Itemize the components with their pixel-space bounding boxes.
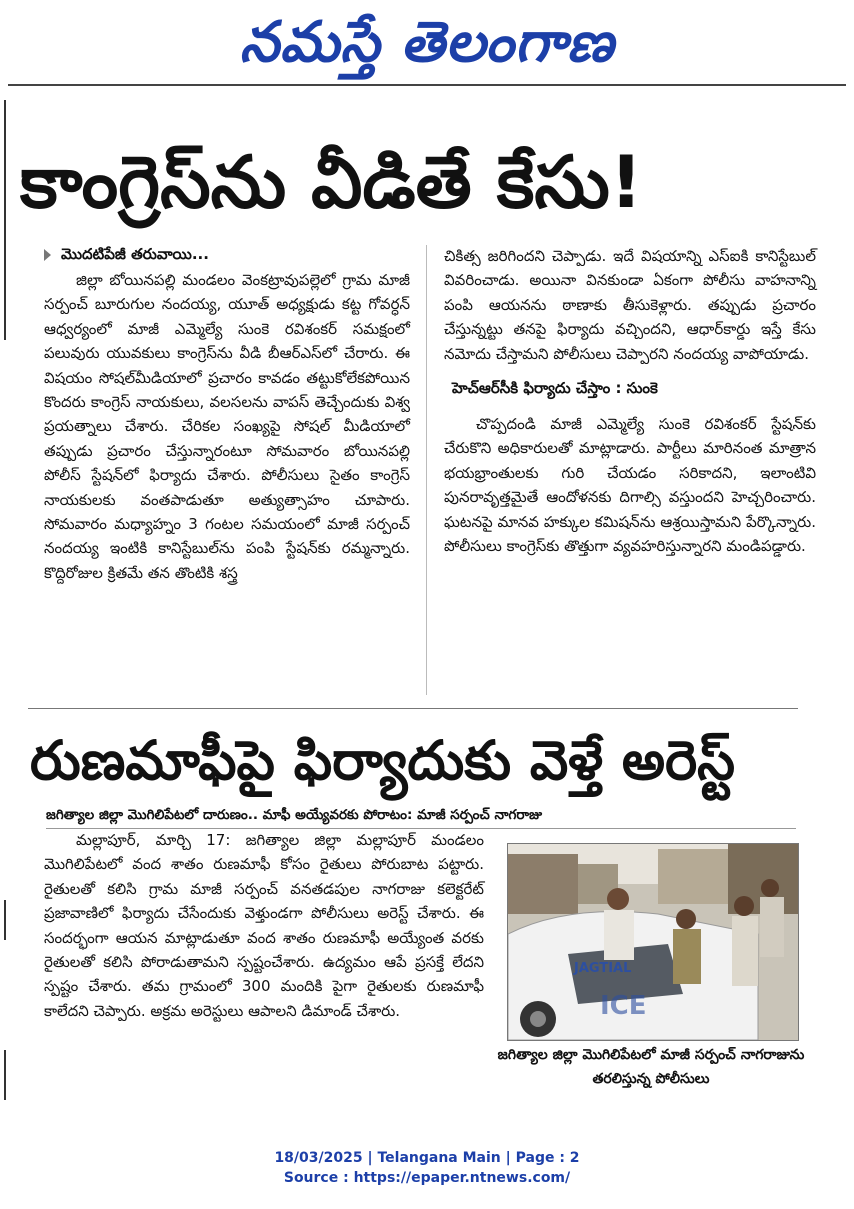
story1-body-col2b: చొప్పదండి మాజీ ఎమ్మెల్యే సుంకె రవిశంకర్ స్టేషన్‌కు చేరుకొని అధికారులతో మాట్లాడారు. పార్టీలు మారినంత మాత్రాన భయభ్రాంతులకు గురి చేయడం సరికాదని, ఇలాంటివి పునరావృత్తమైతే ఆందోళనకు దిగాల్సి వస్తుందని హెచ్చరించారు. ఘటనపై మానవ హక్కుల కమిషన్‌ను ఆశ్రయిస్తామని పేర్కొన్నారు. పోలీసులు కాంగ్రెస్‌కు తొత్తుగా వ్యవహరిస్తున్నారని మండిపడ్డారు. (444, 415, 816, 556)
chevron-right-icon (44, 249, 51, 261)
footer-date-line: 18/03/2025 | Telangana Main | Page : 2 (274, 1150, 580, 1166)
story1-column-2 (444, 244, 816, 558)
column-divider (426, 245, 427, 695)
story1-headline: కాంగ్రెస్‌ను వీడితే కేసు! (20, 140, 643, 224)
story2-headline: రుణమాఫీపై ఫిర్యాదుకు వెళ్తే అరెస్ట్ (30, 729, 736, 792)
footer-source-line: Source : https://epaper.ntnews.com/ (283, 1170, 571, 1186)
photo-illustration (508, 844, 798, 1040)
story2-deck: జగిత్యాల జిల్లా మొగిలిపేటలో దారుణం.. మాఫీ అయ్యేవరకు పోరాటం: మాజీ సర్పంచ్ నాగరాజు (46, 807, 543, 823)
story1-kicker-text: మొదటిపేజీ తరువాయి... (61, 245, 209, 263)
news-photo (507, 843, 799, 1041)
masthead-title: నమస్తే తెలంగాణ (239, 10, 615, 75)
story1-subhead: హెచ్‌ఆర్‌సీకి ఫిర్యాదు చేస్తాం : సుంకె (452, 379, 658, 398)
masthead-rule (8, 84, 846, 86)
section-divider (28, 708, 798, 709)
page-edge-mark (4, 100, 6, 340)
page-edge-mark (4, 1050, 6, 1100)
photo-vehicle-text-2: ICE (600, 991, 647, 1021)
story1-body-col2a: చికిత్స జరిగిందని చెప్పాడు. ఇదే విషయాన్ని ఎస్‌ఐకి కానిస్టేబుల్ వివరించాడు. అయినా వినకుండా ఏకంగా పోలీసు వాహనాన్ని పంపి ఆయనను ఠాణాకు తీసుకెళ్లారు. తప్పుడు ప్రచారం చేస్తున్నట్టు తనపై ఫిర్యాదు వచ్చిందని, ఆధార్‌కార్డు ఇస్తే కేసు నమోదు చేస్తామని పోలీసులు చెప్పారని నందయ్య వాపోయాడు. (444, 247, 816, 363)
story1-column-1 (44, 242, 410, 585)
story2-body: మల్లాపూర్, మార్చి 17: జగిత్యాల జిల్లా మల్లాపూర్ మండలం మొగిలిపేటలో వంద శాతం రుణమాఫీ కోసం రైతులు పోరుబాట పట్టారు. రైతులతో కలిసి గ్రామ మాజీ సర్పంచ్ వనతడపుల నాగరాజు కలెక్టరేట్ ప్రజావాణిలో ఫిర్యాదు చేసేందుకు వెళ్తుండగా పోలీసులు అరెస్ట్ చేశారు. ఈ సందర్భంగా ఆయన మాట్లాడుతూ వంద శాతం రుణమాఫీ అయ్యేంత వరకు రైతులతో కలిసి పోరాడుతామని స్పష్టంచేశారు. ఉద్యమం ఆపే ప్రసక్తే లేదని స్పష్టం చేశారు. తమ గ్రామంలో 300 మందికి పైగా రైతులకు రుణమాఫీ కాలేదని చెప్పారు. అక్రమ అరెస్టులు ఆపాలని డిమాండ్ చేశారు. (44, 831, 484, 1020)
masthead (0, 0, 854, 92)
story1-body-col1: జిల్లా బోయినపల్లి మండలం వెంకట్రావుపల్లెలో గ్రామ మాజీ సర్పంచ్ బూరుగుల నందయ్య, యూత్ అధ్యక్షుడు కట్ట గోవర్ధన్ ఆధ్వర్యంలో మాజీ ఎమ్మెల్యే సుంకె రవిశంకర్ సమక్షంలో పలువురు యువకులు కాంగ్రెస్‌ను వీడి బీఆర్‌ఎస్‌లో చేరారు. ఈ విషయం సోషల్‌మీడియాలో ప్రచారం కావడం తట్టుకోలేకపోయిన కొందరు కాంగ్రెస్ నాయకులు, వలసలను వాపస్ తెచ్చేందుకు విశ్వ ప్రయత్నాలు చేశారు. చేరికల సంఖ్యపై సోషల్ మీడియాలో తప్పుడు ప్రచారం చేస్తున్నారంటూ సోమవారం బోయినపల్లి పోలీస్ స్టేషన్‌లో ఫిర్యాదు చేశారు. పోలీసులు సైతం కాంగ్రెస్ నాయకులకు వంతపాడుతూ అత్యుత్సాహం చూపారు. సోమవారం మధ్యాహ్నం 3 గంటల సమయంలో మాజీ సర్పంచ్ నందయ్య ఇంటికి కానిస్టేబుల్‌ను పంపి స్టేషన్‌కు రమ్మన్నారు. కొద్దిరోజుల క్రితమే తన తొంటికి శస్త్ర (44, 271, 410, 582)
footer (0, 1148, 854, 1188)
page-edge-mark (4, 900, 6, 940)
photo-caption: జగిత్యాల జిల్లా మొగిలిపేటలో మాజీ సర్పంచ్ నాగరాజును తరలిస్తున్న పోలీసులు (497, 1047, 805, 1087)
story1-kicker (44, 242, 410, 266)
photo-vehicle-text: JAGTIAL (574, 961, 632, 976)
story2-column (44, 828, 484, 1023)
